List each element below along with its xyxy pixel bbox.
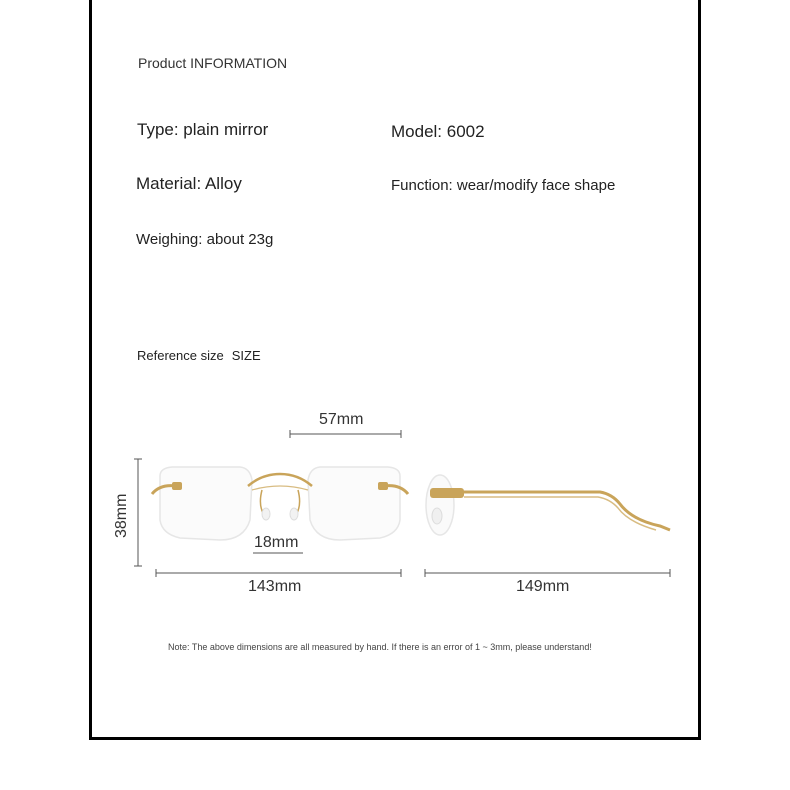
spec-material: Material: Alloy	[136, 174, 242, 193]
front-view	[152, 467, 408, 540]
reference-size-label: Reference size	[137, 348, 224, 363]
spec-function: Function: wear/modify face shape	[391, 177, 616, 194]
dimension-frame-width: 143mm	[248, 578, 302, 595]
dimension-bridge: 18mm	[254, 534, 299, 551]
section-title: Product INFORMATION	[138, 55, 288, 71]
spec-type: Type: plain mirror	[137, 120, 269, 139]
reference-size-title: SIZE	[231, 348, 261, 363]
dimension-lens-width: 57mm	[319, 411, 364, 428]
spec-model: Model: 6002	[391, 122, 485, 141]
measurement-note: Note: The above dimensions are all measured by hand. If there is an error of 1 ~ 3mm, please understand!	[168, 642, 592, 652]
dimension-temple-length: 149mm	[516, 578, 570, 595]
dimension-lens-height: 38mm	[113, 493, 130, 538]
side-view	[426, 475, 670, 535]
spec-weighing: Weighing: about 23g	[136, 231, 274, 248]
